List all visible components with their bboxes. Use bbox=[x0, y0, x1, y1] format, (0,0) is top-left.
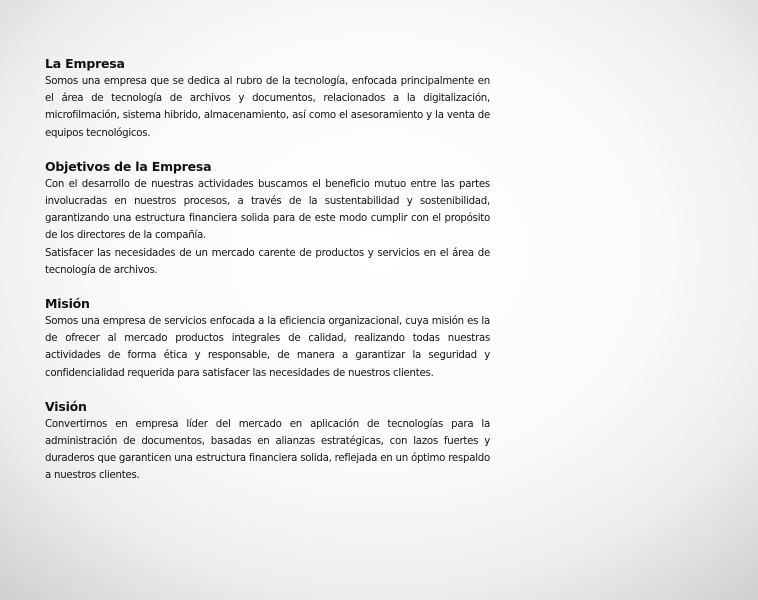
section-heading: La Empresa bbox=[45, 56, 125, 71]
section-heading: Misión bbox=[45, 296, 90, 312]
section-paragraph: Con el desarrollo de nuestras actividades buscamos el beneficio mutuo entre las partes involucradas en nuestros procesos, a través de la sustentabilidad y sostenibilidad, garantizando una estructura financiera solida para de este modo cumplir con el propósito de los directores de la compañía. bbox=[45, 178, 490, 242]
section-mision bbox=[45, 295, 490, 382]
section-objetivos bbox=[45, 158, 490, 279]
document-content bbox=[45, 55, 490, 501]
section-heading: Objetivos de la Empresa bbox=[45, 158, 212, 174]
section-la-empresa bbox=[45, 55, 490, 142]
section-paragraph: Somos una empresa de servicios enfocada a la eficiencia organizacional, cuya misión es la de ofrecer al mercado productos integrales de calidad, realizando todas nuestras actividades de forma ética y responsable, de manera a garantizar la seguridad y confidencialidad requerida para satisfacer las necesidades de nuestros clientes. bbox=[45, 316, 490, 379]
section-vision bbox=[45, 398, 490, 485]
section-paragraph: Satisfacer las necesidades de un mercado carente de productos y servicios en el área de tecnología de archivos. bbox=[45, 247, 490, 276]
section-paragraph: Convertirnos en empresa líder del mercado en aplicación de tecnologías para la administración de documentos, basadas en alianzas estratégicas, con lazos fuertes y duraderos que garanticen una estructura financiera solida, reflejada en un óptimo respaldo a nuestros clientes. bbox=[45, 418, 490, 482]
section-paragraph: Somos una empresa que se dedica al rubro de la tecnología, enfocada principalmente en el área de tecnología de archivos y documentos, relacionados a la digitalización, microfilmación, sistema hibrido, almacenamiento, así como el asesoramiento y la venta de equipos tecnológicos. bbox=[45, 76, 490, 139]
section-heading: Visión bbox=[45, 398, 87, 414]
